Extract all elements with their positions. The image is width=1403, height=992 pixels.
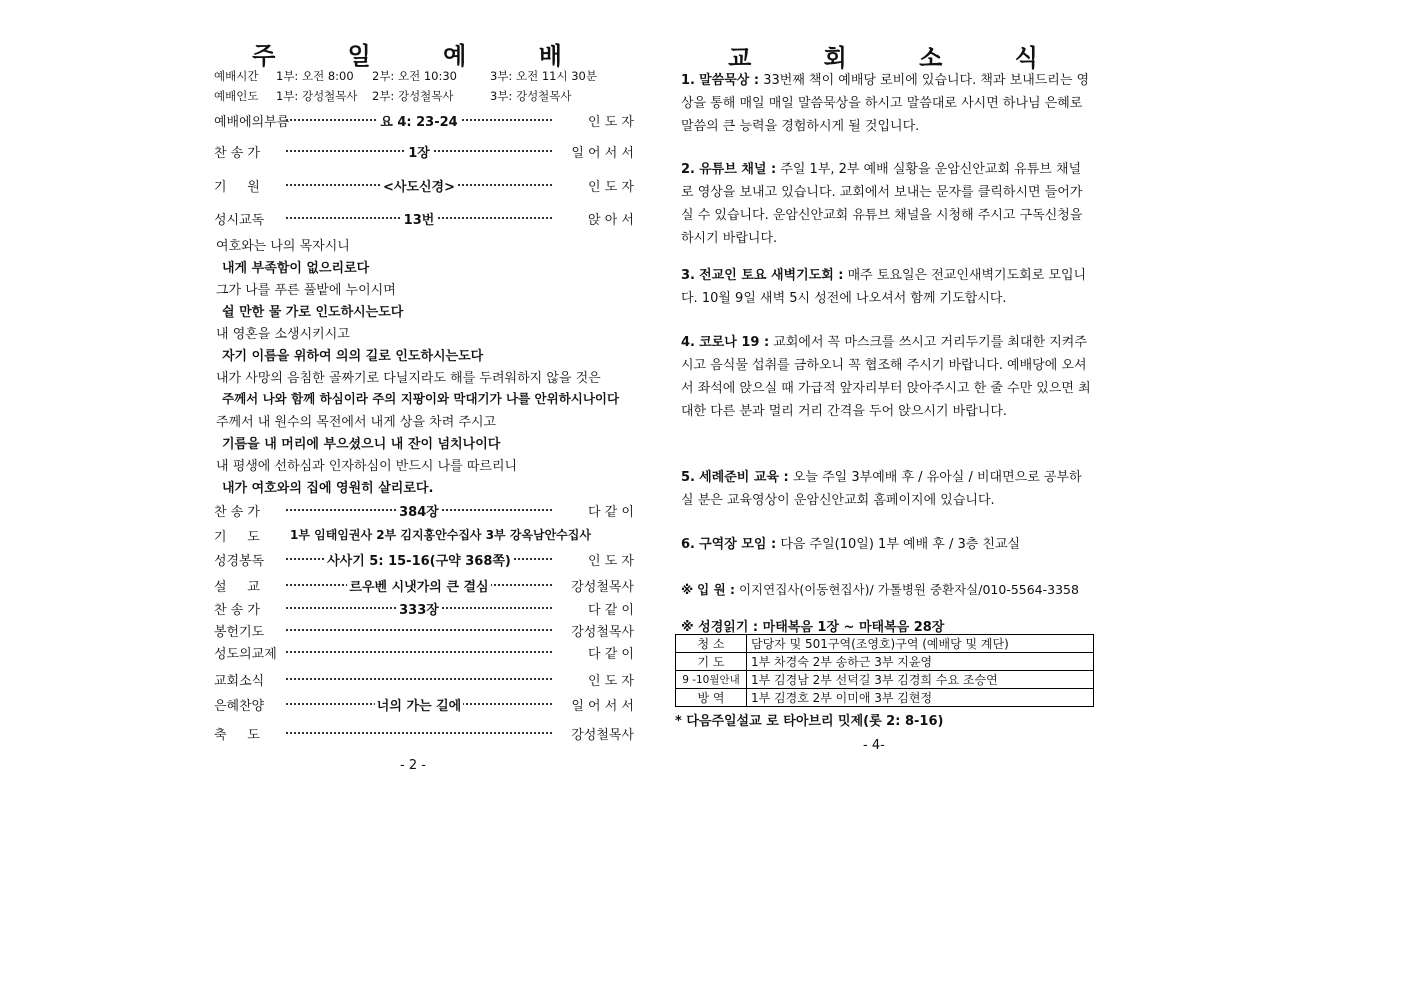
service-time-2: 2부: 오전 10:30 [372, 69, 457, 83]
order-row: 찬 송 가 384장 다 같 이 [214, 505, 634, 520]
order-row: 설 교 르우벤 시냇가의 큰 결심 강성철목사 [214, 580, 634, 595]
order-row: 은혜찬양 너의 가는 길에 일 어 서 서 [214, 699, 634, 714]
order-row: 기 원 <사도신경> 인 도 자 [214, 180, 634, 195]
page-title: 주 일 예 배 [252, 42, 594, 70]
news-item: 2. 유튜브 채널 : 주일 1부, 2부 예배 실황을 운암신안교회 유튜브 채널로 영상을 보내고 있습니다. 교회에서 보내는 문자를 클릭하시면 들어가실 수 있습니다. 운암신안교회 유튜브 채널을 시청해 주시고 구독신청을 하시기 바랍니다. [681, 162, 1083, 246]
service-time-3: 3부: 오전 11시 30분 [490, 69, 597, 83]
service-times-label: 예배시간 [214, 69, 259, 83]
table-row: 방 역 1부 김경호 2부 이미애 3부 김현정 [676, 689, 1094, 707]
service-leader-2: 2부: 강성철목사 [372, 89, 454, 103]
order-row: 예배에의부름 요 4: 23-24 인 도 자 [214, 115, 634, 130]
psalm-line: 자기 이름을 위하여 의의 길로 인도하시는도다 [222, 349, 484, 364]
order-row: 성시교독 13번 앉 아 서 [214, 213, 634, 228]
psalm-line: 주께서 내 원수의 목전에서 내게 상을 차려 주시고 [216, 415, 497, 430]
psalm-line: 쉴 만한 물 가로 인도하시는도다 [222, 305, 404, 320]
news-item: 3. 전교인 토요 새벽기도회 : 매주 토요일은 전교인새벽기도회로 모입니다. 10월 9일 새벽 5시 성전에 나오셔서 함께 기도합시다. [681, 268, 1087, 306]
page-title: 교 회 소 식 [728, 44, 1070, 72]
bible-reading: ※ 성경읽기 : 마태복음 1장 ~ 마태복음 28장 [681, 620, 945, 635]
page-number: - 2 - [400, 758, 426, 773]
table-row: 청 소 담당자 및 501구역(조영호)구역 (예배당 및 계단) [676, 635, 1094, 653]
psalm-line: 내 영혼을 소생시키시고 [216, 327, 350, 342]
psalm-line: 내게 부족함이 없으리로다 [222, 261, 370, 276]
order-row-prayer: 기 도 1부 임태임권사 2부 김지홍안수집사 3부 강옥남안수집사 [214, 528, 591, 545]
order-row: 성경봉독 사사기 5: 15-16(구약 368쪽) 인 도 자 [214, 554, 634, 569]
news-item: ※ 입 원 : 이지연집사(이동현집사)/ 가톨병원 중환자실/010-5564-3358 [681, 582, 1079, 597]
psalm-line: 기름을 내 머리에 부으셨으니 내 잔이 넘치나이다 [222, 437, 501, 452]
psalm-line: 내 평생에 선하심과 인자하심이 반드시 나를 따르리니 [216, 459, 518, 474]
service-time-1: 1부: 오전 8:00 [276, 69, 354, 83]
news-item: 4. 코로나 19 : 교회에서 꼭 마스크를 쓰시고 거리두기를 최대한 지켜주시고 음식물 섭취를 금하오니 꼭 협조해 주시기 바랍니다. 예배당에 오셔서 좌석에 앉으실 때 가급적 앞자리부터 앉아주시고 한 줄 수만 있으면 최대한 다른 분과 멀리 거리 간격을 두어 앉으시기 바랍니다. [681, 335, 1091, 419]
service-leader-1: 1부: 강성철목사 [276, 89, 358, 103]
order-row: 찬 송 가 333장 다 같 이 [214, 603, 634, 618]
duty-table [675, 634, 1094, 707]
psalm-line: 내가 여호와의 집에 영원히 살리로다. [222, 481, 434, 496]
order-row: 찬 송 가 1장 일 어 서 서 [214, 146, 634, 161]
news-item: 6. 구역장 모임 : 다음 주일(10일) 1부 예배 후 / 3층 친교실 [681, 537, 1021, 552]
psalm-line: 주께서 나와 함께 하심이라 주의 지팡이와 막대기가 나를 안위하시나이다 [222, 391, 620, 406]
news-item: 5. 세례준비 교육 : 오늘 주일 3부예배 후 / 유아실 / 비대면으로 공부하실 분은 교육영상이 운암신안교회 홈페이지에 있습니다. [681, 470, 1082, 508]
order-row: 성도의교제 다 같 이 [214, 647, 634, 662]
psalm-line: 내가 사망의 음침한 골짜기로 다닐지라도 해를 두려워하지 않을 것은 [216, 371, 601, 386]
order-row: 교회소식 인 도 자 [214, 674, 634, 689]
page-number: - 4- [863, 738, 885, 753]
order-row: 봉헌기도 강성철목사 [214, 625, 634, 640]
next-sermon-note: * 다음주일설교 로 타아브리 밋제(롯 2: 8-16) [675, 714, 944, 729]
table-row: 9 -10월안내 1부 김경남 2부 선덕길 3부 김경희 수요 조승연 [676, 671, 1094, 689]
psalm-line: 여호와는 나의 목자시니 [216, 239, 350, 254]
psalm-line: 그가 나를 푸른 풀밭에 누이시며 [216, 283, 396, 298]
service-leaders-label: 예배인도 [214, 89, 259, 103]
order-row: 축 도 강성철목사 [214, 728, 634, 743]
table-row: 기 도 1부 차경숙 2부 송하근 3부 지윤영 [676, 653, 1094, 671]
news-item: 1. 말씀묵상 : 33번째 책이 예배당 로비에 있습니다. 책과 보내드리는 영상을 통해 매일 매일 말씀묵상을 하시고 말씀대로 사시면 하나님 은혜로 말씀의 큰 능력을 경험하시게 될 것입니다. [681, 73, 1090, 134]
service-leader-3: 3부: 강성철목사 [490, 89, 572, 103]
